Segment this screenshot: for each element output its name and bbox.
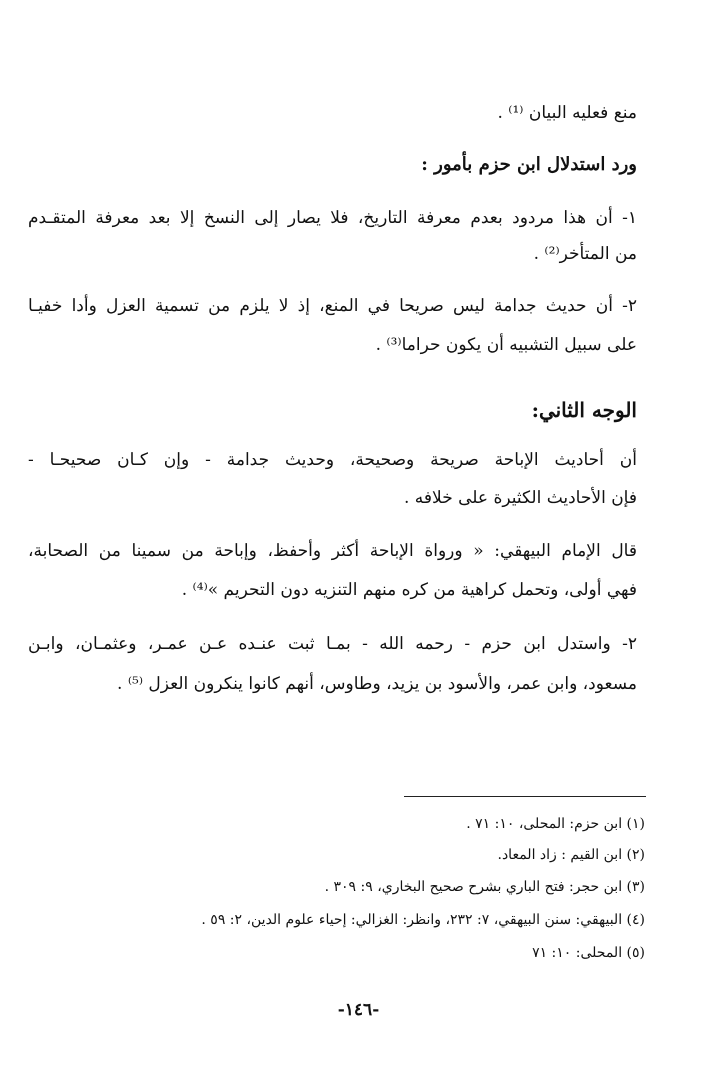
section-heading: ورد استدلال ابن حزم بأمور : xyxy=(421,154,637,175)
text-line: فإن الأحاديث الكثيرة على خلافه . xyxy=(404,488,637,508)
footnote-divider xyxy=(404,796,646,797)
text-line: ٢- واستدل ابن حزم - رحمه الله - بمـا ثبت عنـده عـن عمـر، وعثمـان، وابـن xyxy=(28,634,637,654)
footnote: (٣) ابن حجر: فتح الباري بشرح صحيح البخاري، ٩: ٣٠٩ . xyxy=(324,879,645,895)
text-line: منع فعليه البيان ⁽¹⁾ . xyxy=(497,103,637,123)
section-heading: الوجه الثاني: xyxy=(531,398,637,422)
text-line: على سبيل التشبيه أن يكون حراما⁽³⁾ . xyxy=(375,335,637,355)
text-line: مسعود، وابن عمر، والأسود بن يزيد، وطاوس، أنهم كانوا ينكرون العزل ⁽⁵⁾ . xyxy=(117,674,637,694)
text-line: ٢- أن حديث جدامة ليس صريحا في المنع، إذ لا يلزم من تسمية العزل وأدا خفيـا xyxy=(28,296,637,316)
footnote: (٤) البيهقي: سنن البيهقي، ٧: ٢٣٢، وانظر: الغزالي: إحياء علوم الدين، ٢: ٥٩ . xyxy=(201,912,645,928)
footnote: (٥) المحلى: ١٠: ٧١ xyxy=(532,945,645,961)
page-number: -١٤٦- xyxy=(337,1000,380,1020)
footnote: (٢) ابن القيم : زاد المعاد. xyxy=(497,847,645,863)
text-line: ١- أن هذا مردود بعدم معرفة التاريخ، فلا يصار إلى النسخ إلا بعد معرفة المتقـدم xyxy=(28,208,637,228)
text-line: من المتأخر⁽²⁾ . xyxy=(533,244,637,264)
text-line: قال الإمام البيهقي: « ورواة الإباحة أكثر وأحفظ، وإباحة من سمينا من الصحابة، xyxy=(28,541,637,561)
text-line: أن أحاديث الإباحة صريحة وصحيحة، وحديث جدامة - وإن كـان صحيحـا - xyxy=(28,450,637,470)
text-line: فهي أولى، وتحمل كراهية من كره منهم التنزيه دون التحريم »⁽⁴⁾ . xyxy=(181,580,637,600)
footnote: (١) ابن حزم: المحلى، ١٠: ٧١ . xyxy=(466,816,645,832)
